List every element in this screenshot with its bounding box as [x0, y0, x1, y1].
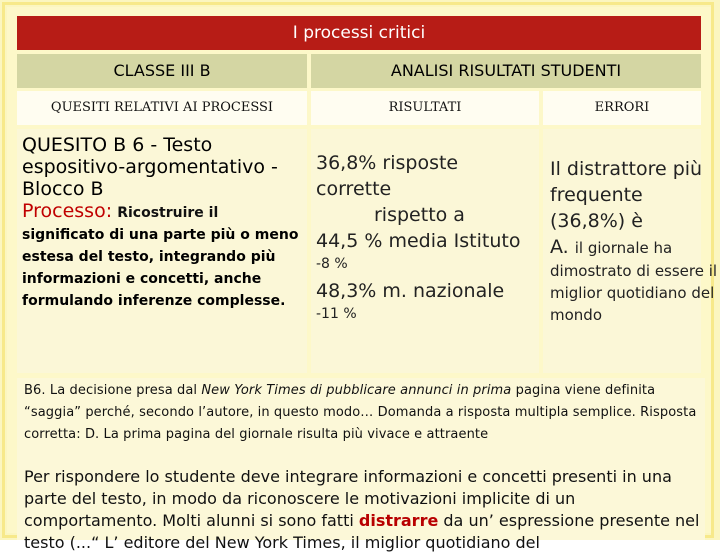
risultati-line6: -11 %: [316, 306, 357, 322]
risultati-line5: 48,3% m. nazionale: [316, 280, 505, 302]
nota-prefix: B6. La decisione presa dal: [24, 383, 202, 398]
risultati-line1: 36,8% risposte corrette: [316, 152, 459, 200]
subheader-quesiti: QUESITI RELATIVI AI PROCESSI: [17, 91, 307, 125]
analisi-part1: Per rispondere lo studente deve integrare informazioni e concetti presenti in una parte del testo, in modo da riconoscere le motivazioni implicite di un comportamento. Molti alunni si sono fatti: [24, 467, 672, 530]
processo-line: [22, 200, 302, 222]
processo-text: significato di una parte più o meno estesa del testo, integrando più informazioni e concetti, anche formulando inferenze complesse.: [22, 227, 299, 309]
analisi-testo: [24, 466, 704, 554]
processo-inline: Ricostruire il: [117, 205, 219, 221]
subheader-risultati: RISULTATI: [311, 91, 539, 125]
errori-a-rest: dimostrato di essere il miglior quotidiano del mondo: [550, 262, 718, 324]
risultati-line2: rispetto a: [374, 204, 465, 226]
quesito-block: [22, 134, 302, 312]
nota-b6: [24, 380, 704, 446]
slide-title: I processi critici: [17, 16, 701, 50]
analisi-highlight: distrarre: [358, 511, 439, 530]
errori-a-inline: il giornale ha: [574, 239, 673, 257]
header-classe: CLASSE III B: [17, 54, 307, 88]
subheader-errori: ERRORI: [543, 91, 701, 125]
nota-suffix: pagina viene definita “saggia” perché, secondo l’autore, in questo modo… Domanda a risposta multipla semplice. Risposta corretta: D. La prima pagina del giornale risulta più vivace e attraente: [24, 383, 697, 442]
quesito-title: QUESITO B 6 - Testo espositivo-argomentativo - Blocco B: [22, 134, 278, 200]
risultati-line3: 44,5 % media Istituto: [316, 230, 521, 252]
analisi-part2: da un’ espressione presente nel testo (...“ L’ editore del New York Times, il miglior quotidiano del: [24, 511, 700, 552]
errori-a-label: A.: [550, 236, 569, 258]
processo-label: Processo:: [22, 200, 113, 222]
risultati-line4: -8 %: [316, 256, 348, 272]
errori-a-line: [550, 234, 720, 260]
nota-italic: New York Times di pubblicare annunci in prima: [201, 383, 512, 398]
errori-big: Il distrattore più frequente (36,8%) è: [550, 158, 703, 232]
risultati-block: [316, 150, 530, 324]
errori-block: [550, 156, 720, 326]
header-analisi: ANALISI RISULTATI STUDENTI: [311, 54, 701, 88]
